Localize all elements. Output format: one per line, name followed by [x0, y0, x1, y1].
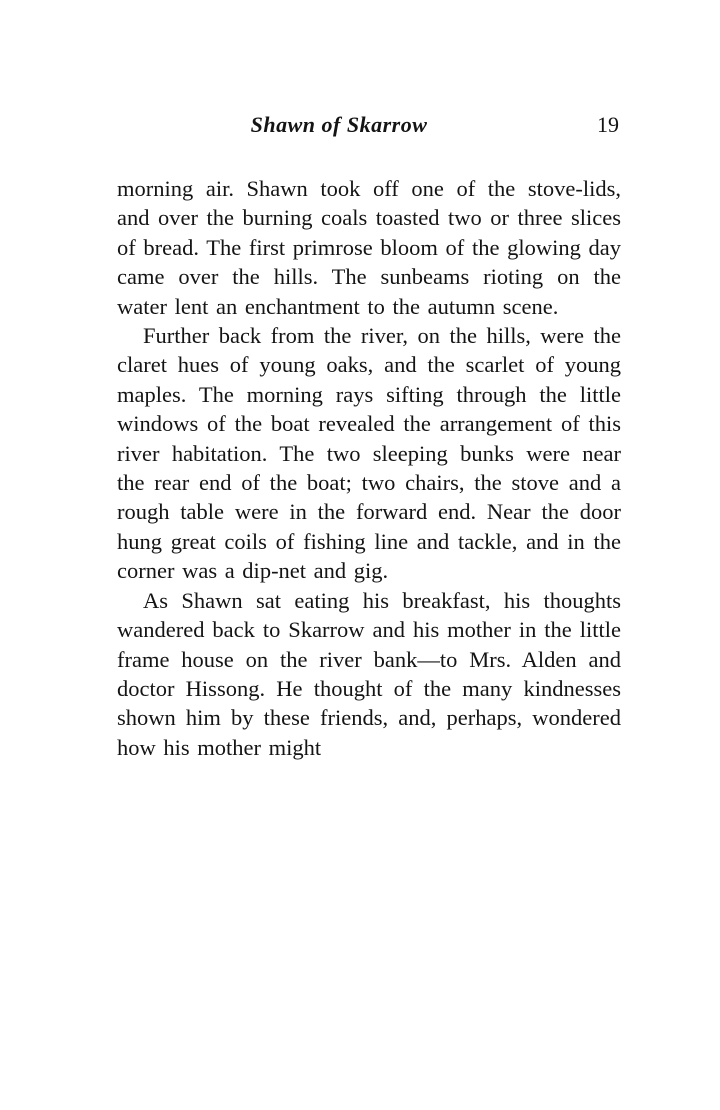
running-header: [117, 112, 621, 146]
body-paragraph: Further back from the river, on the hills, were the claret hues of young oaks, and the scarlet of young maples. The morning rays sifting through the little windows of the boat revealed the arrangement of this river habitation. The two sleeping bunks were near the rear end of the boat; two chairs, the stove and a rough table were in the forward end. Near the door hung great coils of fishing line and tackle, and in the corner was a dip-net and gig.: [117, 323, 621, 584]
text-block: [117, 112, 621, 762]
page-number: 19: [597, 112, 619, 137]
body-text: [117, 174, 621, 762]
running-header-title: Shawn of Skarrow: [250, 112, 428, 137]
body-paragraph: morning air. Shawn took off one of the stove-lids, and over the burning coals toasted two or three slices of bread. The first primrose bloom of the glowing day came over the hills. The sunbeams rioting on the water lent an enchantment to the autumn scene.: [117, 176, 621, 319]
body-paragraph: As Shawn sat eating his breakfast, his thoughts wandered back to Skarrow and his mother in the little frame house on the river bank—to Mrs. Alden and doctor Hissong. He thought of the many kindnesses shown him by these friends, and, perhaps, wondered how his mother might: [117, 587, 621, 760]
